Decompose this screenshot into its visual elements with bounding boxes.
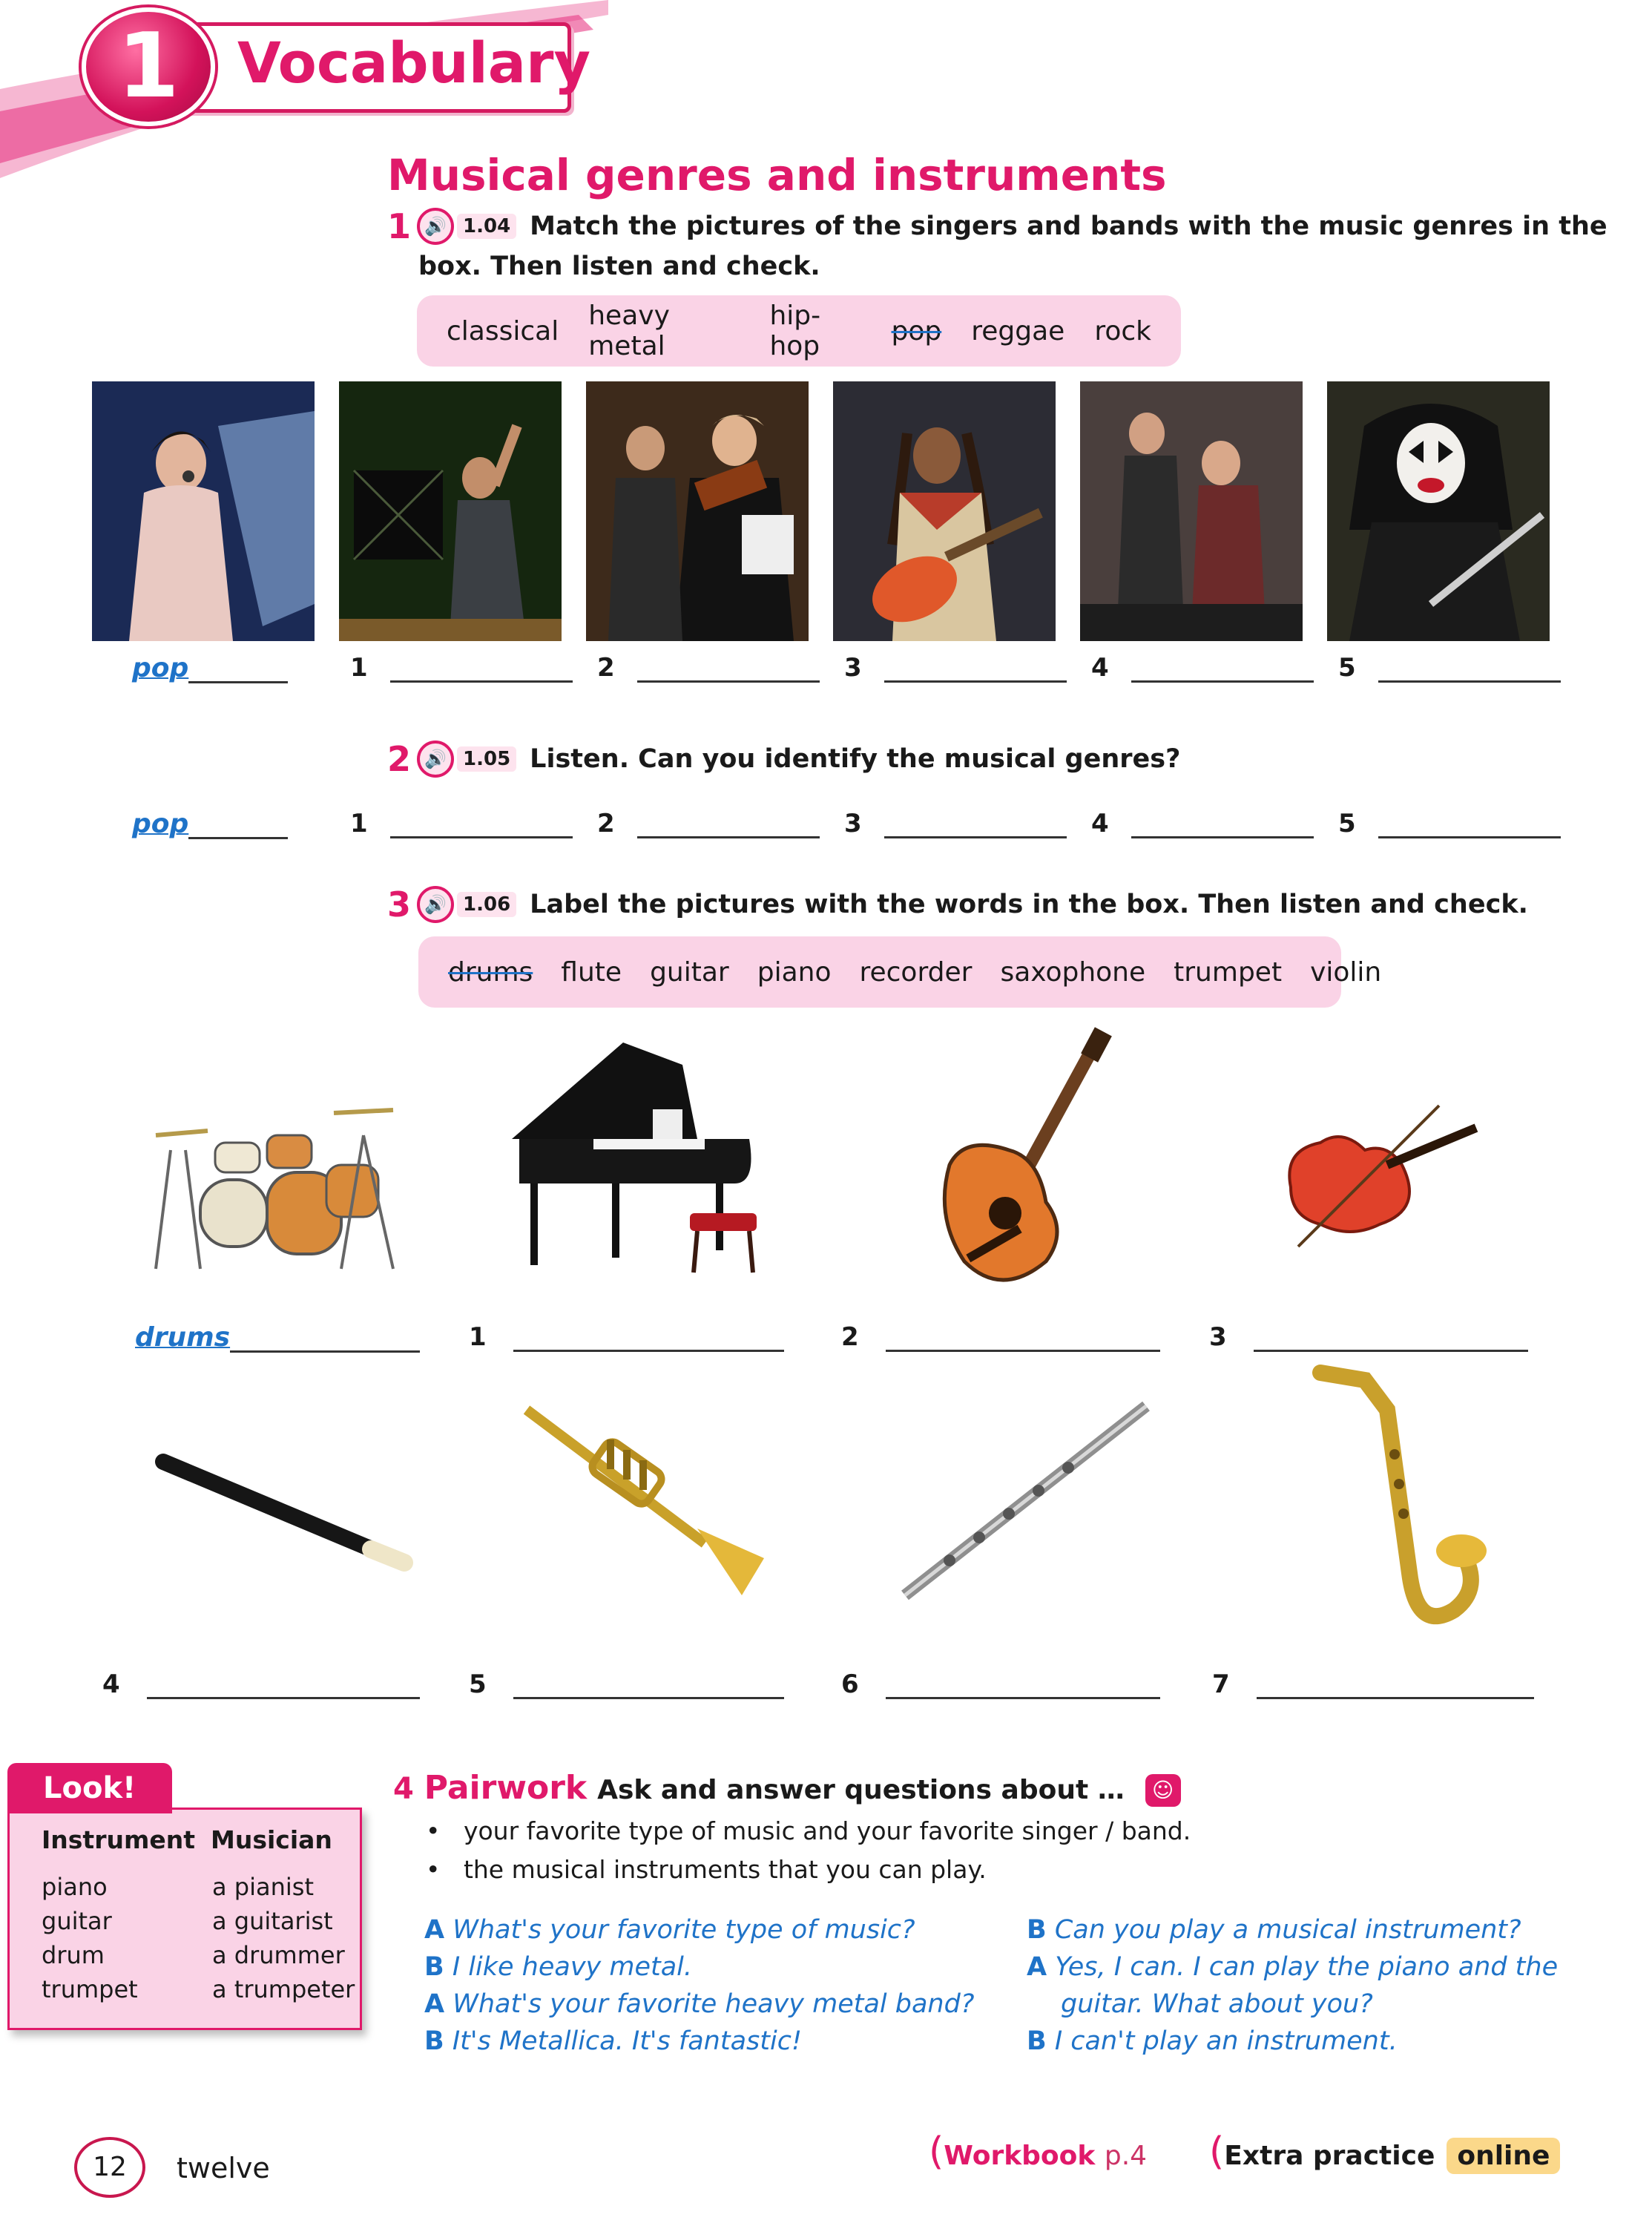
look-instrument: piano — [42, 1873, 108, 1901]
ex2-number: 2 — [387, 739, 412, 779]
dialogue-line — [424, 1911, 974, 1948]
guitar-picture — [920, 1024, 1113, 1306]
ex1-header — [387, 206, 1607, 246]
dialogue-right — [1027, 1911, 1558, 2060]
dialogue-line — [424, 1986, 974, 2023]
photo-hip-hop-singer — [339, 381, 562, 641]
speaker-icon[interactable]: 🔊 — [417, 886, 454, 923]
word-pop: pop — [891, 315, 942, 347]
answer-line[interactable] — [886, 1672, 1160, 1699]
ex1-answer-5[interactable] — [1338, 653, 1561, 683]
answer-number: 2 — [597, 809, 615, 838]
answer-number: 4 — [102, 1670, 120, 1699]
ex3-audio[interactable] — [417, 886, 516, 923]
page-number: 12 — [74, 2137, 145, 2198]
ex1-track: 1.04 — [457, 214, 516, 239]
ex3-number: 3 — [387, 884, 412, 925]
ex4-bullet-2: • the musical instruments that you can play. — [426, 1855, 987, 1884]
answer-number: 2 — [597, 653, 615, 683]
answer-line[interactable] — [513, 1672, 784, 1699]
answer-line[interactable] — [1257, 1672, 1534, 1699]
ex3-answer-1[interactable] — [469, 1322, 784, 1352]
dialogue-line — [1027, 2023, 1558, 2060]
look-musician: a guitarist — [212, 1907, 333, 1935]
trumpet-picture — [519, 1395, 779, 1603]
answer-line[interactable] — [390, 656, 573, 683]
ex2-answer-1[interactable] — [350, 809, 573, 838]
look-instruments — [42, 1870, 138, 2006]
ex2-track: 1.05 — [457, 746, 516, 772]
photo-classical-violinist — [586, 381, 809, 641]
bullet-text: the musical instruments that you can play. — [463, 1855, 987, 1884]
violin-picture — [1276, 1098, 1491, 1261]
unit-number: 1 — [117, 15, 180, 118]
look-col-musician: Musician — [211, 1825, 332, 1854]
ex3-answer-6[interactable] — [841, 1670, 1160, 1699]
dialogue-text: I like heavy metal. — [452, 1952, 693, 1982]
word-flute: flute — [561, 956, 622, 988]
answer-line[interactable] — [884, 656, 1067, 683]
ex2-answer-4[interactable] — [1091, 809, 1314, 838]
ex2-instruction: Listen. Can you identify the musical genres? — [530, 744, 1181, 774]
dialogue-text: It's Metallica. It's fantastic! — [452, 2026, 802, 2056]
dialogue-line — [1027, 1986, 1558, 2023]
ex2-header — [387, 739, 1180, 779]
drums-picture — [141, 1091, 415, 1284]
ex4-bullets — [426, 1812, 1191, 1889]
answer-number: 1 — [469, 1322, 487, 1352]
answer-number: 1 — [350, 809, 368, 838]
extra-practice-label: Extra practice — [1224, 2141, 1435, 2171]
answer-line — [188, 812, 288, 839]
dialogue-line — [1027, 1948, 1558, 1986]
word-classical: classical — [447, 315, 559, 347]
ex4-instruction: Ask and answer questions about … — [597, 1775, 1125, 1805]
look-musician: a pianist — [212, 1873, 314, 1901]
ex1-answer-3[interactable] — [844, 653, 1067, 683]
word-heavy-metal: heavy metal — [588, 301, 670, 361]
bullet-text: your favorite type of music and your favorite singer / band. — [463, 1816, 1191, 1845]
ex4-bullet-1: • your favorite type of music and your favorite singer / band. — [426, 1816, 1191, 1845]
dialogue-text: I can't play an instrument. — [1054, 2026, 1398, 2056]
answer-line[interactable] — [390, 812, 573, 838]
word-drums: drums — [448, 956, 533, 988]
word-guitar: guitar — [650, 956, 729, 988]
speaker-icon[interactable]: 🔊 — [417, 741, 454, 778]
answer-line[interactable] — [1131, 812, 1314, 838]
answer-number: 4 — [1091, 809, 1109, 838]
word-reggae: reggae — [971, 315, 1065, 347]
extra-practice-link[interactable]: (Extra practice online — [1209, 2130, 1560, 2174]
ex3-track: 1.06 — [457, 892, 516, 917]
ex3-answer-5[interactable] — [469, 1670, 784, 1699]
answer-number: 5 — [1338, 809, 1356, 838]
answer-line[interactable] — [513, 1325, 784, 1352]
answer-line — [230, 1326, 420, 1353]
ex2-audio[interactable] — [417, 741, 516, 778]
piano-picture — [504, 1035, 771, 1287]
workbook-page: p.4 — [1104, 2141, 1148, 2171]
flute-picture — [890, 1395, 1157, 1610]
answer-number: 3 — [844, 809, 862, 838]
photo-pop-singer — [92, 381, 315, 641]
ex4-title: Pairwork — [424, 1769, 588, 1807]
speaker: A — [424, 1915, 445, 1945]
dialogue-text: What's your favorite type of music? — [453, 1915, 915, 1945]
look-musician: a trumpeter — [212, 1975, 355, 2003]
speaker: B — [424, 2026, 444, 2056]
ex3-word-box — [418, 936, 1382, 1008]
word-trumpet: trumpet — [1174, 956, 1283, 988]
word-violin: violin — [1310, 956, 1382, 988]
ex2-answer-2[interactable] — [597, 809, 820, 838]
photo-rock-band — [1080, 381, 1303, 641]
speaker: B — [1027, 1915, 1047, 1945]
answer-line[interactable] — [1131, 656, 1314, 683]
answer-line[interactable] — [1378, 656, 1561, 683]
speaker: A — [1027, 1952, 1047, 1982]
speaker: B — [424, 1952, 444, 1982]
word-recorder: recorder — [859, 956, 973, 988]
ex1-audio[interactable] — [417, 208, 516, 245]
look-instrument: trumpet — [42, 1975, 138, 2003]
ex1-answer-4[interactable] — [1091, 653, 1314, 683]
look-instrument: drum — [42, 1941, 105, 1969]
ex3-header — [387, 884, 1528, 925]
unit-title: Vocabulary — [237, 30, 591, 96]
answer-number: 7 — [1212, 1670, 1230, 1699]
answer-line[interactable] — [886, 1325, 1160, 1352]
answer-line[interactable] — [637, 656, 820, 683]
answer-line[interactable] — [1254, 1325, 1528, 1352]
answer-number: 1 — [350, 653, 368, 683]
ex2-answer-5[interactable] — [1338, 809, 1561, 838]
answer-number: 6 — [841, 1670, 859, 1699]
answer-line[interactable] — [1378, 812, 1561, 838]
ex1-instruction-1: Match the pictures of the singers and bands with the music genres in the — [530, 211, 1607, 241]
speaker: A — [424, 1989, 445, 2019]
ex1-answer-2[interactable] — [597, 653, 820, 683]
dialogue-text: Can you play a musical instrument? — [1054, 1915, 1521, 1945]
page-number-word: twelve — [177, 2152, 270, 2184]
answer-number: 4 — [1091, 653, 1109, 683]
dialogue-line — [1027, 1911, 1558, 1948]
dialogue-line — [424, 1948, 974, 1986]
ex3-instruction: Label the pictures with the words in the box. Then listen and check. — [530, 890, 1528, 919]
look-musician: a drummer — [212, 1941, 345, 1969]
answer-line — [188, 657, 288, 683]
ex3-example-answer: drums — [135, 1322, 231, 1353]
answer-number: 2 — [841, 1322, 859, 1352]
photo-reggae-guitarist — [833, 381, 1056, 641]
online-badge: online — [1447, 2138, 1560, 2174]
ex3-example-row — [135, 1322, 420, 1353]
dialogue-text: What's your favorite heavy metal band? — [453, 1989, 975, 2019]
answer-number: 5 — [1338, 653, 1356, 683]
ex4-header — [393, 1769, 1181, 1807]
dialogue-text: guitar. What about you? — [1061, 1989, 1373, 2019]
ex1-word-box — [417, 295, 1181, 367]
word-hip-hop: hip-hop — [769, 301, 821, 361]
answer-line[interactable] — [884, 812, 1067, 838]
ex3-answer-4[interactable] — [102, 1670, 420, 1699]
ex2-answer-3[interactable] — [844, 809, 1067, 838]
ex1-instruction-2: box. Then listen and check. — [418, 252, 820, 281]
word-rock: rock — [1094, 315, 1151, 347]
ex3-answer-7[interactable] — [1212, 1670, 1534, 1699]
speech-bubble-icon: ☺ — [1145, 1774, 1181, 1807]
word-saxophone: saxophone — [1000, 956, 1146, 988]
answer-number: 3 — [1209, 1322, 1227, 1352]
look-col-instrument: Instrument — [42, 1825, 195, 1854]
section-title: Musical genres and instruments — [387, 150, 1167, 200]
answer-number: 5 — [469, 1670, 487, 1699]
speaker: B — [1027, 2026, 1047, 2056]
recorder-picture — [148, 1439, 415, 1580]
look-instrument: guitar — [42, 1907, 112, 1935]
speaker-icon[interactable]: 🔊 — [417, 208, 454, 245]
dialogue-text: Yes, I can. I can play the piano and the — [1055, 1952, 1559, 1982]
ex3-answer-2[interactable] — [841, 1322, 1160, 1352]
photo-heavy-metal-singer — [1327, 381, 1550, 641]
saxophone-picture — [1298, 1365, 1491, 1647]
ex3-answer-3[interactable] — [1209, 1322, 1528, 1352]
answer-line[interactable] — [147, 1672, 420, 1699]
ex1-answer-1[interactable] — [350, 653, 573, 683]
ex4-number: 4 — [393, 1772, 414, 1806]
workbook-label: Workbook — [944, 2141, 1096, 2171]
answer-line[interactable] — [637, 812, 820, 838]
ex2-example-answer: pop — [132, 809, 189, 839]
ex1-example-row — [132, 653, 288, 683]
answer-number: 3 — [844, 653, 862, 683]
ex1-number: 1 — [387, 206, 412, 246]
ex2-example-row — [132, 809, 288, 839]
look-musicians — [212, 1870, 355, 2006]
look-tab: Look! — [7, 1763, 172, 1813]
dialogue-line — [424, 2023, 974, 2060]
word-piano: piano — [757, 956, 832, 988]
workbook-link[interactable]: (Workbook p.4 — [929, 2130, 1148, 2174]
dialogue-left — [424, 1911, 974, 2060]
ex1-example-answer: pop — [132, 653, 189, 683]
